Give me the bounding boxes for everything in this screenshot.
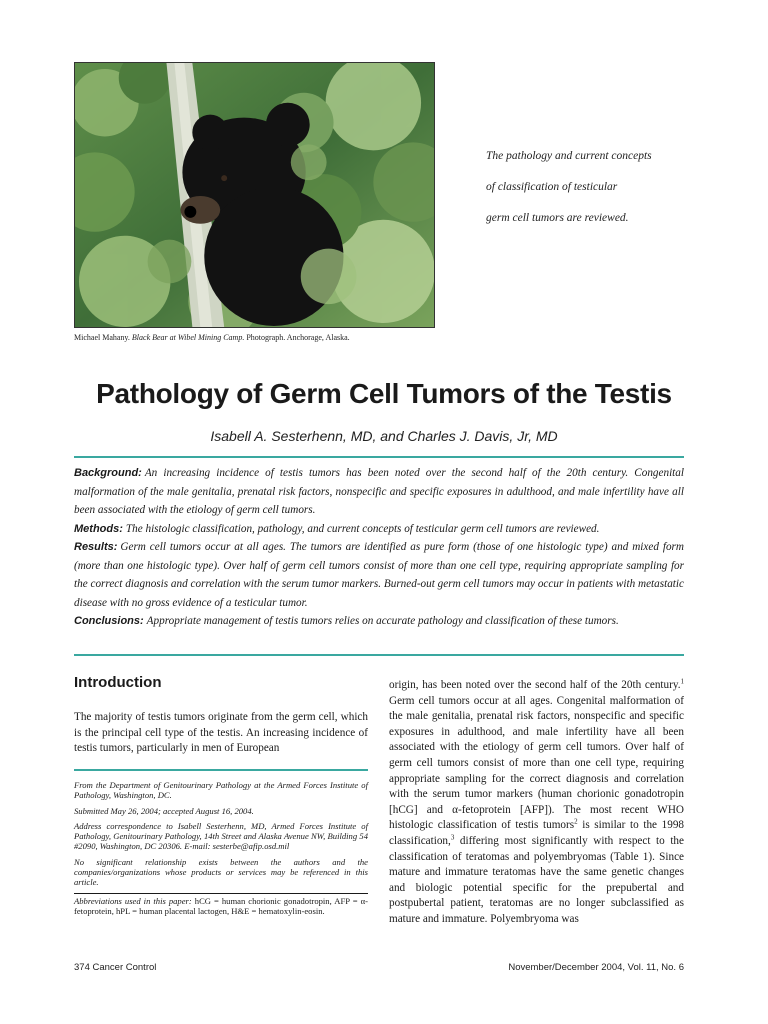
pull-quote — [486, 148, 706, 241]
footnote-affiliation: From the Department of Genitourinary Pathology at the Armed Forces Institute of Pathology, Washington, DC. — [74, 780, 368, 801]
abstract-methods-label: Methods: — [74, 522, 123, 535]
abstract-methods — [74, 520, 684, 539]
footnotes — [74, 780, 368, 921]
caption-work: Black Bear at Wibel Mining Camp. — [131, 333, 245, 342]
abbr-label: Abbreviations used in this paper: — [74, 895, 192, 906]
introduction-right-column — [389, 678, 684, 928]
abstract-background — [74, 464, 684, 520]
abbr-text: hCG = human chorionic gonadotropin, AFP = α-fetoprotein, hPL = human placental lactogen, H&E = hematoxylin-eosin. — [74, 895, 368, 916]
abstract-top-rule — [74, 456, 684, 458]
pull-quote-line: The pathology and current concepts — [486, 150, 652, 162]
intro-right-part2: Germ cell tumors occur at all ages. Congenital malformation of the male genitalia, prenatal risk factors, nonspecific and specific exposures in adulthood, and male infertility have all been associated with the etiology of germ cell tumors. Over half of germ cell tumors consist of more than one cell type, requiring appropriate sampling for the correct diagnosis and correlation with the serum tumor markers (human chorionic gonadotropin [hCG] and α-fetoprotein [AFP]). The most recent WHO histologic classification of testis tumors — [389, 694, 684, 832]
abstract-bottom-rule — [74, 654, 684, 656]
abstract-results — [74, 538, 684, 612]
bear-photograph — [74, 62, 435, 328]
intro-right-part1: origin, has been noted over the second half of the 20th century. — [389, 679, 681, 691]
abstract-results-label: Results: — [74, 541, 118, 553]
reference-1[interactable]: 1 — [680, 677, 684, 686]
article-authors: Isabell A. Sesterhenn, MD, and Charles J. Davis, Jr, MD — [210, 428, 558, 444]
abstract-conclusions-text: Appropriate management of testis tumors relies on accurate pathology and classification of these tumors. — [146, 615, 619, 627]
page-footer-left: 374 Cancer Control — [74, 962, 157, 973]
abstract-conclusions — [74, 612, 684, 631]
footnote-rule — [74, 769, 368, 771]
intro-right-part3: is similar to the 1998 classification, — [389, 819, 685, 847]
abstract-background-text: An increasing incidence of testis tumors has been noted over the second half of the 20th century. Congenital malformation of the male genitalia, prenatal risk factors, nonspecific and specific exposures in adulthood, and male infertility have all been associated with the etiology of germ cell tumors. — [74, 467, 684, 516]
introduction-heading: Introduction — [74, 674, 162, 691]
caption-artist: Michael Mahany. — [74, 333, 130, 342]
footnote-abbreviations — [74, 893, 368, 917]
pull-quote-line: of classification of testicular — [486, 181, 618, 193]
reference-3[interactable]: 3 — [450, 833, 455, 842]
abstract-results-text: Germ cell tumors occur at all ages. The tumors are identified as pure form (those of one histologic type) and mixed form (more than one histologic type). Over half of germ cell tumors consist of more than one cell type, requiring appropriate sampling for the correct diagnosis and correlation with the serum tumor markers. Burned-out germ cell tumors may occur in patients with metastatic disease with no gross evidence of a testicular tumor. — [74, 541, 684, 609]
intro-right-part4: differing most significantly with respect to the classification of teratomas and polyembryomas (Table 1). Since mature and immature teratomas have the same genetic changes and biologic potential specific for the prepubertal and postpubertal patient, teratomas are no longer subclassified as mature and immature. Polyembryoma was — [389, 834, 684, 925]
bear-photo-art — [75, 63, 434, 327]
abstract-methods-text: The histologic classification, pathology, and current concepts of testicular germ cell tumors are reviewed. — [125, 522, 600, 535]
abstract-conclusions-label: Conclusions: — [74, 615, 144, 627]
abstract — [74, 464, 684, 631]
page-footer-right: November/December 2004, Vol. 11, No. 6 — [508, 962, 684, 973]
introduction-left-column — [74, 710, 368, 757]
footnote-disclosure: No significant relationship exists between the authors and the companies/organizations whose products or services may be referenced in this article. — [74, 856, 368, 888]
abstract-background-label: Background: — [74, 467, 142, 479]
caption-medium: Photograph. Anchorage, Alaska. — [246, 333, 350, 342]
introduction-left-paragraph: The majority of testis tumors originate from the germ cell, which is the principal cell type of the testis. An increasing incidence of testis tumors, particularly in men of European — [74, 711, 368, 755]
footnote-dates: Submitted May 26, 2004; accepted August 16, 2004. — [74, 805, 254, 816]
footnote-correspondence: Address correspondence to Isabell Sesterhenn, MD, Armed Forces Institute of Pathology, Genitourinary Pathology, 14th Street and Alaska Avenue NW, Building 54 #2090, Washington, DC 20306. E-mail: sesterbe@afip.osd.mil — [74, 820, 368, 852]
reference-2[interactable]: 2 — [574, 817, 578, 826]
article-title: Pathology of Germ Cell Tumors of the Testis — [96, 378, 672, 409]
pull-quote-line: germ cell tumors are reviewed. — [486, 212, 629, 224]
photo-caption — [74, 333, 494, 343]
introduction-right-paragraph — [389, 678, 684, 928]
